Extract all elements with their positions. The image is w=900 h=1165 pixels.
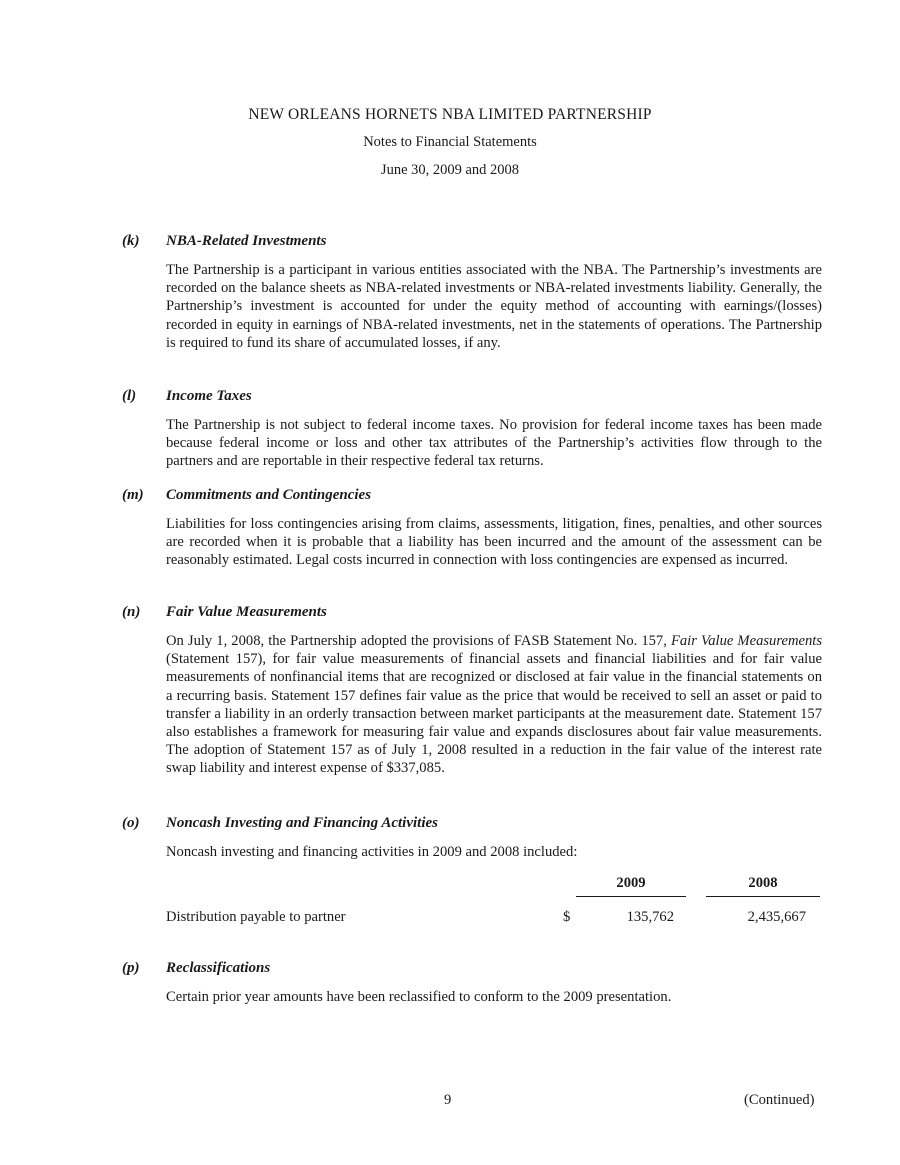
value-2009: 135,762 [626,909,674,925]
section-heading [122,604,822,626]
section-title: Noncash Investing and Financing Activities [166,815,438,831]
paragraph: Liabilities for loss contingencies arising from claims, assessments, litigation, fines, penalties, and other sources are recorded when it is probable that a liability has been incurred and the amount of the assessment can be reasonably estimated. Legal costs incurred in connection with loss contingencies are expensed as incurred. [166,516,822,569]
paragraph: The Partnership is a participant in various entities associated with the NBA. The Partnership’s investments are recorded on the balance sheets as NBA-related investments or NBA-related investments liability. Generally, the Partnership’s investment is accounted for under the equity method of accounting with earnings/(losses) recorded in equity in earnings of NBA-related investments, net in the statements of operations. The Partnership is required to fund its share of accumulated losses, if any. [166,262,822,351]
statement-title: Fair Value Measurements [670,633,823,649]
section-m [122,487,822,570]
section-body [166,515,822,570]
section-k [122,233,822,352]
paragraph: The Partnership is not subject to federal income taxes. No provision for federal income taxes has been made because federal income or loss and other tax attributes of the Partnership’s activities flow through to the partners and are reportable in their respective federal tax returns. [166,417,822,470]
company-title: NEW ORLEANS HORNETS NBA LIMITED PARTNERSHIP [248,106,652,123]
section-letter: (o) [122,815,140,831]
section-heading [122,487,822,509]
section-letter: (n) [122,604,141,620]
section-body [166,843,822,861]
section-title: Reclassifications [166,960,271,976]
noncash-activities-table [166,875,822,935]
section-letter: (m) [122,487,144,503]
section-title: Income Taxes [166,388,252,404]
section-n [122,604,822,778]
section-title: Commitments and Contingencies [166,487,372,503]
section-body [166,632,822,778]
section-p [122,960,822,1006]
section-letter: (l) [122,388,137,404]
continued-label: (Continued) [744,1092,815,1108]
section-heading [122,388,822,410]
paragraph-text: (Statement 157), for fair value measurements of financial assets and financial liabilities and for fair value measurements of nonfinancial items that are recognized or disclosed at fair value in the financial statements on a recurring basis. Statement 157 defines fair value as the price that would be received to sell an asset or paid to transfer a liability in an orderly transaction between market participants at the measurement date. Statement 157 also establishes a framework for measuring fair value and expands disclosures about fair value measurements. The adoption of Statement 157 as of July 1, 2008 resulted in a reduction in the fair value of the interest rate swap liability and interest expense of $337,085. [166,651,822,777]
paragraph: Certain prior year amounts have been reclassified to conform to the 2009 presentation. [166,989,672,1005]
value-2008: 2,435,667 [747,909,806,925]
section-heading [122,233,822,255]
document-date: June 30, 2009 and 2008 [380,162,520,178]
section-heading [122,960,822,982]
section-title: Fair Value Measurements [166,604,327,620]
page-number: 9 [444,1092,452,1108]
section-body [166,261,822,352]
paragraph [166,632,822,778]
section-letter: (p) [122,960,140,976]
section-body [166,416,822,471]
column-header-2009: 2009 [576,875,686,897]
paragraph-text: On July 1, 2008, the Partnership adopted the provisions of FASB Statement No. 157, [166,633,671,649]
section-heading [122,815,822,837]
column-header-2008: 2008 [706,875,820,897]
section-title: NBA-Related Investments [166,233,327,249]
section-letter: (k) [122,233,140,249]
section-body [166,988,822,1006]
section-o [122,815,822,861]
row-label: Distribution payable to partner [166,909,346,925]
currency-symbol: $ [563,909,571,925]
section-l [122,388,822,471]
paragraph: Noncash investing and financing activities in 2009 and 2008 included: [166,844,578,860]
document-subtitle: Notes to Financial Statements [363,134,537,150]
